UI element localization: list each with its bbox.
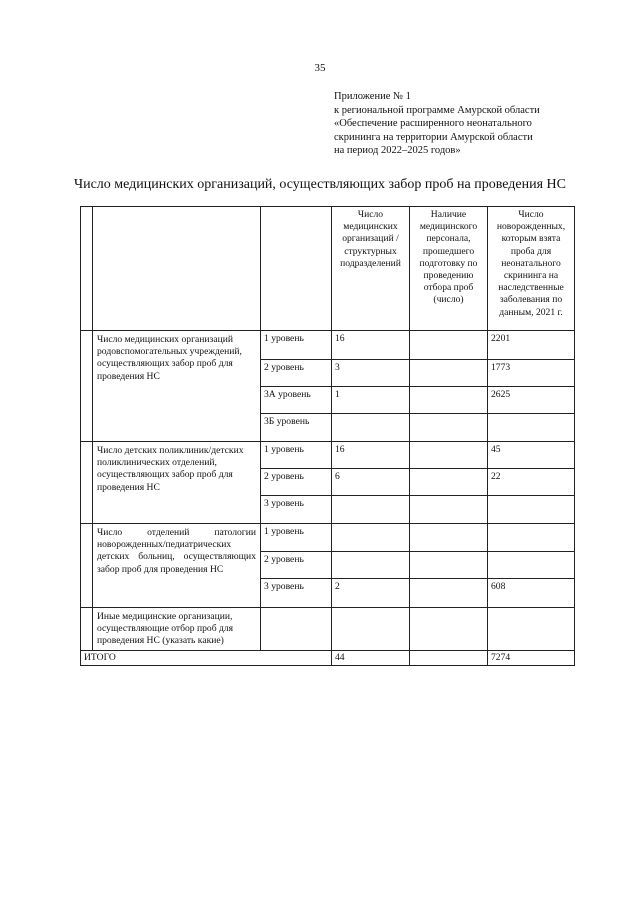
newborns-cell: 45 bbox=[488, 442, 575, 469]
newborns-cell: 2201 bbox=[488, 331, 575, 360]
total-org-count: 44 bbox=[332, 650, 410, 665]
table-row bbox=[81, 442, 575, 469]
header-blank-narrow bbox=[81, 207, 93, 331]
newborns-cell bbox=[488, 496, 575, 524]
total-row bbox=[81, 650, 575, 665]
page-number: 35 bbox=[314, 62, 326, 74]
org-count-cell bbox=[332, 496, 410, 524]
staff-cell bbox=[410, 442, 488, 469]
total-staff bbox=[410, 650, 488, 665]
group-name-cell: Число медицинских организаций родовспомогательных учреждений, осуществляющих забор проб для проведения НС bbox=[93, 331, 261, 442]
newborns-cell bbox=[488, 524, 575, 552]
org-count-cell bbox=[332, 608, 410, 651]
appendix-line: скрининга на территории Амурской области bbox=[334, 131, 533, 143]
org-count-cell: 1 bbox=[332, 387, 410, 414]
narrow-cell bbox=[81, 608, 93, 651]
staff-cell bbox=[410, 469, 488, 496]
narrow-cell bbox=[81, 524, 93, 608]
narrow-cell bbox=[81, 442, 93, 524]
table-row bbox=[81, 608, 575, 651]
screening-table bbox=[80, 206, 575, 666]
table-row bbox=[81, 331, 575, 360]
level-cell: 2 уровень bbox=[261, 552, 332, 579]
staff-cell bbox=[410, 414, 488, 442]
header-org-count: Число медицинских организаций /структурных подразделений bbox=[332, 207, 410, 331]
staff-cell bbox=[410, 579, 488, 608]
level-cell: 2 уровень bbox=[261, 469, 332, 496]
level-cell bbox=[261, 608, 332, 651]
org-count-cell: 6 bbox=[332, 469, 410, 496]
org-count-cell bbox=[332, 524, 410, 552]
newborns-cell: 1773 bbox=[488, 360, 575, 387]
org-count-cell bbox=[332, 552, 410, 579]
level-cell: 3 уровень bbox=[261, 496, 332, 524]
table-row bbox=[81, 524, 575, 552]
appendix-line: на период 2022–2025 годов» bbox=[334, 145, 461, 156]
staff-cell bbox=[410, 608, 488, 651]
total-newborns: 7274 bbox=[488, 650, 575, 665]
header-staff: Наличие медицинского персонала, прошедшего подготовку по проведению отбора проб (число) bbox=[410, 207, 488, 331]
level-cell: 3А уровень bbox=[261, 387, 332, 414]
header-blank-level bbox=[261, 207, 332, 331]
staff-cell bbox=[410, 496, 488, 524]
total-label: ИТОГО bbox=[81, 650, 332, 665]
newborns-cell: 22 bbox=[488, 469, 575, 496]
newborns-cell: 608 bbox=[488, 579, 575, 608]
level-cell: 2 уровень bbox=[261, 360, 332, 387]
level-cell: 3Б уровень bbox=[261, 414, 332, 442]
group-name-cell: Число детских поликлиник/детских поликлинических отделений, осуществляющих забор проб для проведения НС bbox=[93, 442, 261, 524]
newborns-cell bbox=[488, 608, 575, 651]
level-cell: 1 уровень bbox=[261, 331, 332, 360]
group-name-cell: Число отделений патологии новорожденных/педиатрических детских больниц, осуществляющих забор проб для проведения НС bbox=[93, 524, 261, 608]
org-count-cell: 3 bbox=[332, 360, 410, 387]
staff-cell bbox=[410, 331, 488, 360]
staff-cell bbox=[410, 552, 488, 579]
appendix-line: Приложение № 1 bbox=[334, 91, 411, 102]
appendix-line: «Обеспечение расширенного неонатального bbox=[334, 118, 532, 129]
level-cell: 1 уровень bbox=[261, 442, 332, 469]
org-count-cell bbox=[332, 414, 410, 442]
header-newborns: Число новорожденных, которым взята проба для неонатального скрининга на наследственные заболевания по данным, 2021 г. bbox=[488, 207, 575, 331]
staff-cell bbox=[410, 360, 488, 387]
newborns-cell bbox=[488, 414, 575, 442]
newborns-cell: 2625 bbox=[488, 387, 575, 414]
org-count-cell: 16 bbox=[332, 442, 410, 469]
header-blank bbox=[93, 207, 261, 331]
org-count-cell: 2 bbox=[332, 579, 410, 608]
document-title: Число медицинских организаций, осуществляющих забор проб на проведения НС bbox=[73, 177, 567, 192]
level-cell: 1 уровень bbox=[261, 524, 332, 552]
appendix-block bbox=[334, 90, 594, 158]
level-cell: 3 уровень bbox=[261, 579, 332, 608]
narrow-cell bbox=[81, 331, 93, 442]
newborns-cell bbox=[488, 552, 575, 579]
appendix-line: к региональной программе Амурской области bbox=[334, 104, 540, 116]
group-name-cell: Иные медицинские организации, осуществляющие отбор проб для проведения НС (указать какие) bbox=[93, 608, 261, 651]
org-count-cell: 16 bbox=[332, 331, 410, 360]
staff-cell bbox=[410, 524, 488, 552]
table-header-row bbox=[81, 207, 575, 331]
staff-cell bbox=[410, 387, 488, 414]
